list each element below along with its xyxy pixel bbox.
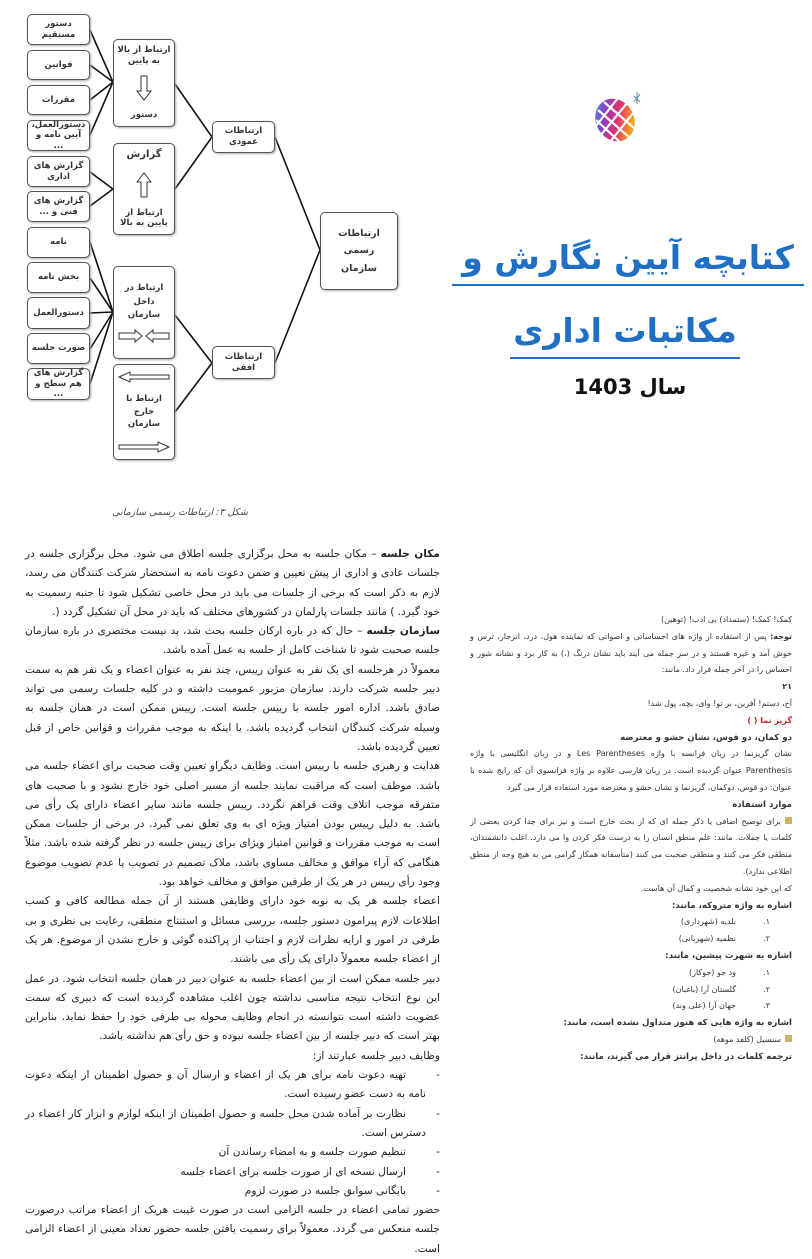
bullet-square-icon	[785, 1035, 792, 1042]
paragraph: هدایت و رهبری جلسه با رییس است. وظایف دیگراو تعیین وقت صحبت برای اعضاء جلسه می باشد. موظف است که مراقبت نمایند جلسه از مسیر اصلی خود خارج نشود و با صحبت های متفرقه موجب اتلاف وقت فراهم نگردد. رییس جلسه مانند سایر اعضاء دارای یک رأی می باشد. به دلیل رییس بودن امتیاز ویژه ای به وی تعلق نمی گیرد. در برخی از جلسات ممکن است به موجب مقررات و قوانین امتیاز ویژای برای رییس جلسه در نظر گرفته شده باشد. مثلاً هنگامی که آراء موافق و مخالف مساوی باشد، ملاک تصمیم در تصویب یا عدم تصویب موضوع وجود رأی رییس در هر یک از طرفین موافق و مخالف خواهد بود.	[25, 760, 440, 889]
external-title: ارتباط با خارج سازمان	[126, 393, 162, 430]
box-top-down	[113, 39, 175, 127]
note-text: پس از استفاده از واژه های احساساتی و اصواتی که نماینده هول، درد، انزجار، ترس و خوش آمد و غیره هستند و در سر جمله می آیند باید نشان درنگ (،) به کار برد و نشانه شور و احساس را در آخر جمله قرار داد. مانند:	[470, 631, 792, 675]
arrow-right-icon	[118, 441, 170, 453]
paragraph: دبیر جلسه ممکن است از بین اعضاء جلسه به عنوان دبیر در همان جلسه انتخاب شود. در عمل این نوع انتخاب نتیجه مناسبی نداشته چون اغلب مشاهده گردیده است که دبیری که سمت عضویت داشته است نتوانسته در انجام وظایف محوله بی طرفی خود را حفظ نماید. بنابراین بهتر است که دبیر جلسه از بین اعضاء جلسه نبوده و حق رأی هم نداشته باشد.	[25, 972, 440, 1043]
bottom-up-bottom: ارتباط از پایین به بالا	[120, 207, 168, 229]
list-item-text: تنظیم صورت جلسه و به امضاء رساندن آن	[218, 1146, 406, 1159]
paragraph: معمولاً در هرجلسه ای یک نفر به عنوان رییس، چند نفر به عنوان اعضاء و یک نفر هم به سمت دبیر جلسه شرکت دارند. سازمان مزبور عمومیت داشته و در کلیه جلسات رسمی می تواند صادق باشد. اداره امور جلسه با رییس جلسه است. رییس ممکن است در همان جلسه به وسیله شرکت کنندگان انتخاب گردیده باشد. یا اینکه به موجب مقررات و قوانین خاص از قبل تعیین گردیده باشد.	[25, 663, 440, 753]
note-label: توجه:	[770, 631, 792, 641]
paragraph: حضور تمامی اعضاء در جلسه الزامی است در صورت غیبت هریک از اعضاء مراتب درصورت جلسه منعکس می گردد. معمولاً برای رسمیت یافتن جلسه حضور تعداد معینی از اعضاء الزامی است.	[25, 1204, 440, 1255]
arrow-up-icon	[136, 172, 152, 198]
punctuation-text	[470, 612, 792, 1066]
list-item-text: بلدیه (شهرداری)	[680, 917, 736, 927]
paragraph	[25, 545, 440, 622]
bullet-square-icon	[785, 817, 792, 824]
box-admin-reports: گزارش های اداری	[27, 156, 90, 187]
list-item-text: نظمیه (شهربانی)	[678, 934, 736, 944]
line	[470, 1032, 792, 1049]
section-heading: دو کمان، دو قوس، نشان حشو و معترضه	[620, 732, 792, 743]
list-number: ۳.	[763, 1001, 770, 1011]
paragraph	[25, 622, 440, 661]
logo-icon	[590, 88, 648, 146]
paragraph-text: برای توضیح اضافی یا ذکر جمله ای که از بحث خارج است و نیز برای جدا کردن بعضی از کلمات یا جملات. مانند: علم منطق انسان را به درست فکر کردن وا می دارد. اغلب دانشمندان، منطقی فکر می کنند و منطقی صحبت می کنند (متأسفانه همکار گرامی من به هیچ وجه از منطق اطلاعی ندارد).	[470, 816, 792, 876]
list-item	[470, 914, 792, 931]
paragraph-text: – مکان جلسه به محل برگزاری جلسه اطلاق می شود. محل برگزاری جلسه در جلسات عادی و اداری از پیش تعیین و ضمن دعوت نامه به استحضار شرکت کنندگان می رسد، لازم به ذکر است که برخی از جلسات می باید در محل خاصی تشکیل شود تا جنبه رسمیت به خود گیرد. ) مانند جلسات پارلمان در کشورهای مختلف که باید در محل آن تشکیل گردد (.	[25, 548, 440, 618]
box-circular: بخش نامه	[27, 262, 90, 293]
section-heading: اشاره به واژه متروکه، مانند:	[671, 900, 792, 911]
list-item	[470, 931, 792, 948]
line-text: سنسیل (کلفد موهه)	[713, 1034, 781, 1044]
term-meeting-place: مکان جلسه	[380, 548, 440, 560]
list-number: ۲.	[763, 934, 770, 944]
box-peer-reports: گزارش های هم سطح و ...	[27, 368, 90, 400]
line: کمک! کمک! (ستمداد) بی ادب! (توهین)	[660, 615, 792, 624]
paragraph: وظایف دبیر جلسه عبارتند از:	[312, 1049, 440, 1062]
section-heading-red: گریز نما ( )	[747, 715, 792, 725]
list-item-text: بایگانی سوابق جلسه در صورت لزوم	[244, 1184, 406, 1197]
box-technical-reports: گزارش های فنی و ...	[27, 191, 90, 222]
box-external	[113, 364, 175, 460]
list-item	[470, 998, 792, 1015]
box-letter: نامه	[27, 227, 90, 258]
box-horizontal: ارتباطات افقی	[212, 346, 275, 379]
arrow-left-icon	[118, 371, 170, 383]
list-number: ۱.	[763, 967, 770, 977]
list-item-text: تهیه دعوت نامه برای هر یک از اعضاء و ارسال آن و حصول اطمینان از اینکه دعوت نامه به دست عضو رسیده است.	[25, 1069, 426, 1101]
list-item	[470, 965, 792, 982]
box-instructions: دستورالعمل، آیین نامه و ...	[27, 120, 90, 151]
bottom-up-title: گزارش	[126, 149, 162, 160]
box-direct-order: دستور مستقیم	[27, 14, 90, 45]
cover-title-line2: مکاتبات اداری	[510, 305, 740, 359]
box-regulations: مقررات	[27, 85, 90, 115]
box-laws: قوانین	[27, 50, 90, 80]
list-item-text: ارسال نسخه ای از صورت جلسه برای اعضاء جلسه	[180, 1165, 406, 1178]
list-number: ۲.	[763, 984, 770, 994]
box-procedure: دستورالعمل	[27, 297, 90, 329]
paragraph: که این خود نشانه شخصیت و کمال آن هاست.	[640, 883, 792, 893]
paragraph: نشان گریزنما در زبان فرانسه با واژه Les Parentheses و در زبان انگلیسی با واژه Parenthesis عنوان گردیده است. در زبان فارسی علاوه بر واژه فرانسوی آن که رایج شده با عنوان: دو قوس، دوکمان، گریزنما و نشان حشو و معترضه مورد استفاده قرار می گیرد	[470, 749, 792, 792]
paragraph	[470, 814, 792, 881]
box-minutes: صورت جلسه	[27, 333, 90, 364]
cover-title-line1: کتابچه آیین نگارش و	[452, 232, 804, 286]
top-down-title: ارتباط از بالا به پایین	[117, 45, 171, 66]
list-item	[470, 982, 792, 999]
list-number: ۱.	[763, 917, 770, 927]
internal-title: ارتباط در داخل سازمان	[124, 283, 164, 321]
box-bottom-up	[113, 143, 175, 235]
section-heading: اشاره به واژه هایی که هنوز متداول نشده است، مانند:	[563, 1018, 792, 1029]
box-internal	[113, 266, 175, 359]
list-item	[25, 1182, 440, 1201]
term-meeting-organization: سازمان جلسه	[366, 625, 440, 638]
paragraph: اعضاء جلسه هر یک به نوبه خود دارای وظایفی هستند از آن جمله مطالعه کافی و کسب اطلاعات لازم پیرامون دستور جلسه، بررسی مسائل و استنتاج منطقی، رعایت بی نظری و بی طرفی در امور و ارایه نظرات لازم و اجتناب از پراکنده گوئی و خارج نشدن از موضوع. هر یک از اعضاء جلسه معمولاً دارای یک رأی می باشند.	[25, 895, 440, 966]
cover-year: سال 1403	[573, 375, 687, 399]
list-item	[25, 1143, 440, 1162]
section-heading: موارد استفاده	[732, 799, 792, 810]
arrow-down-icon	[136, 75, 152, 101]
line: آخ، دستم! آفرین، بر تو! وای، بچه، پول شد!	[647, 698, 792, 708]
list-item	[25, 1105, 440, 1144]
figure-caption: شکل ۳: ارتباطات رسمی سازمانی	[112, 507, 248, 518]
page-number: ۲۱	[782, 682, 792, 692]
converging-arrows-icon	[118, 329, 170, 343]
section-heading: ترجمه کلمات در داخل پرانتز قرار می گیرند، مانند:	[580, 1051, 792, 1062]
meeting-text	[25, 545, 440, 1259]
note	[470, 629, 792, 679]
list-item	[25, 1163, 440, 1182]
section-heading: اشاره به شهرت پیشین، مانند:	[665, 950, 792, 961]
list-item-text: گلستان آرا (باغبان)	[672, 984, 736, 994]
paragraph-text: – حال که در باره ارکان جلسه بحث شد، بد نیست مختصری در باره سازمان جلسه صحبت شود تا شناخت کامل از جلسه به عمل آمده باشد.	[25, 625, 440, 657]
box-formal-communication: ارتباطات رسمی سازمان	[320, 212, 398, 290]
list-item-text: جهان آرا (علی وند)	[672, 1001, 736, 1011]
list-item-text: ود جو (جوکار)	[688, 967, 736, 977]
top-down-bottom: دستور	[130, 110, 158, 121]
list-item	[25, 1066, 440, 1105]
box-vertical: ارتباطات عمودی	[212, 121, 275, 153]
list-item-text: نظارت بر آماده شدن محل جلسه و حصول اطمینان از اینکه لوازم و ابزار کار اعضاء در دسترس است.	[25, 1107, 426, 1139]
